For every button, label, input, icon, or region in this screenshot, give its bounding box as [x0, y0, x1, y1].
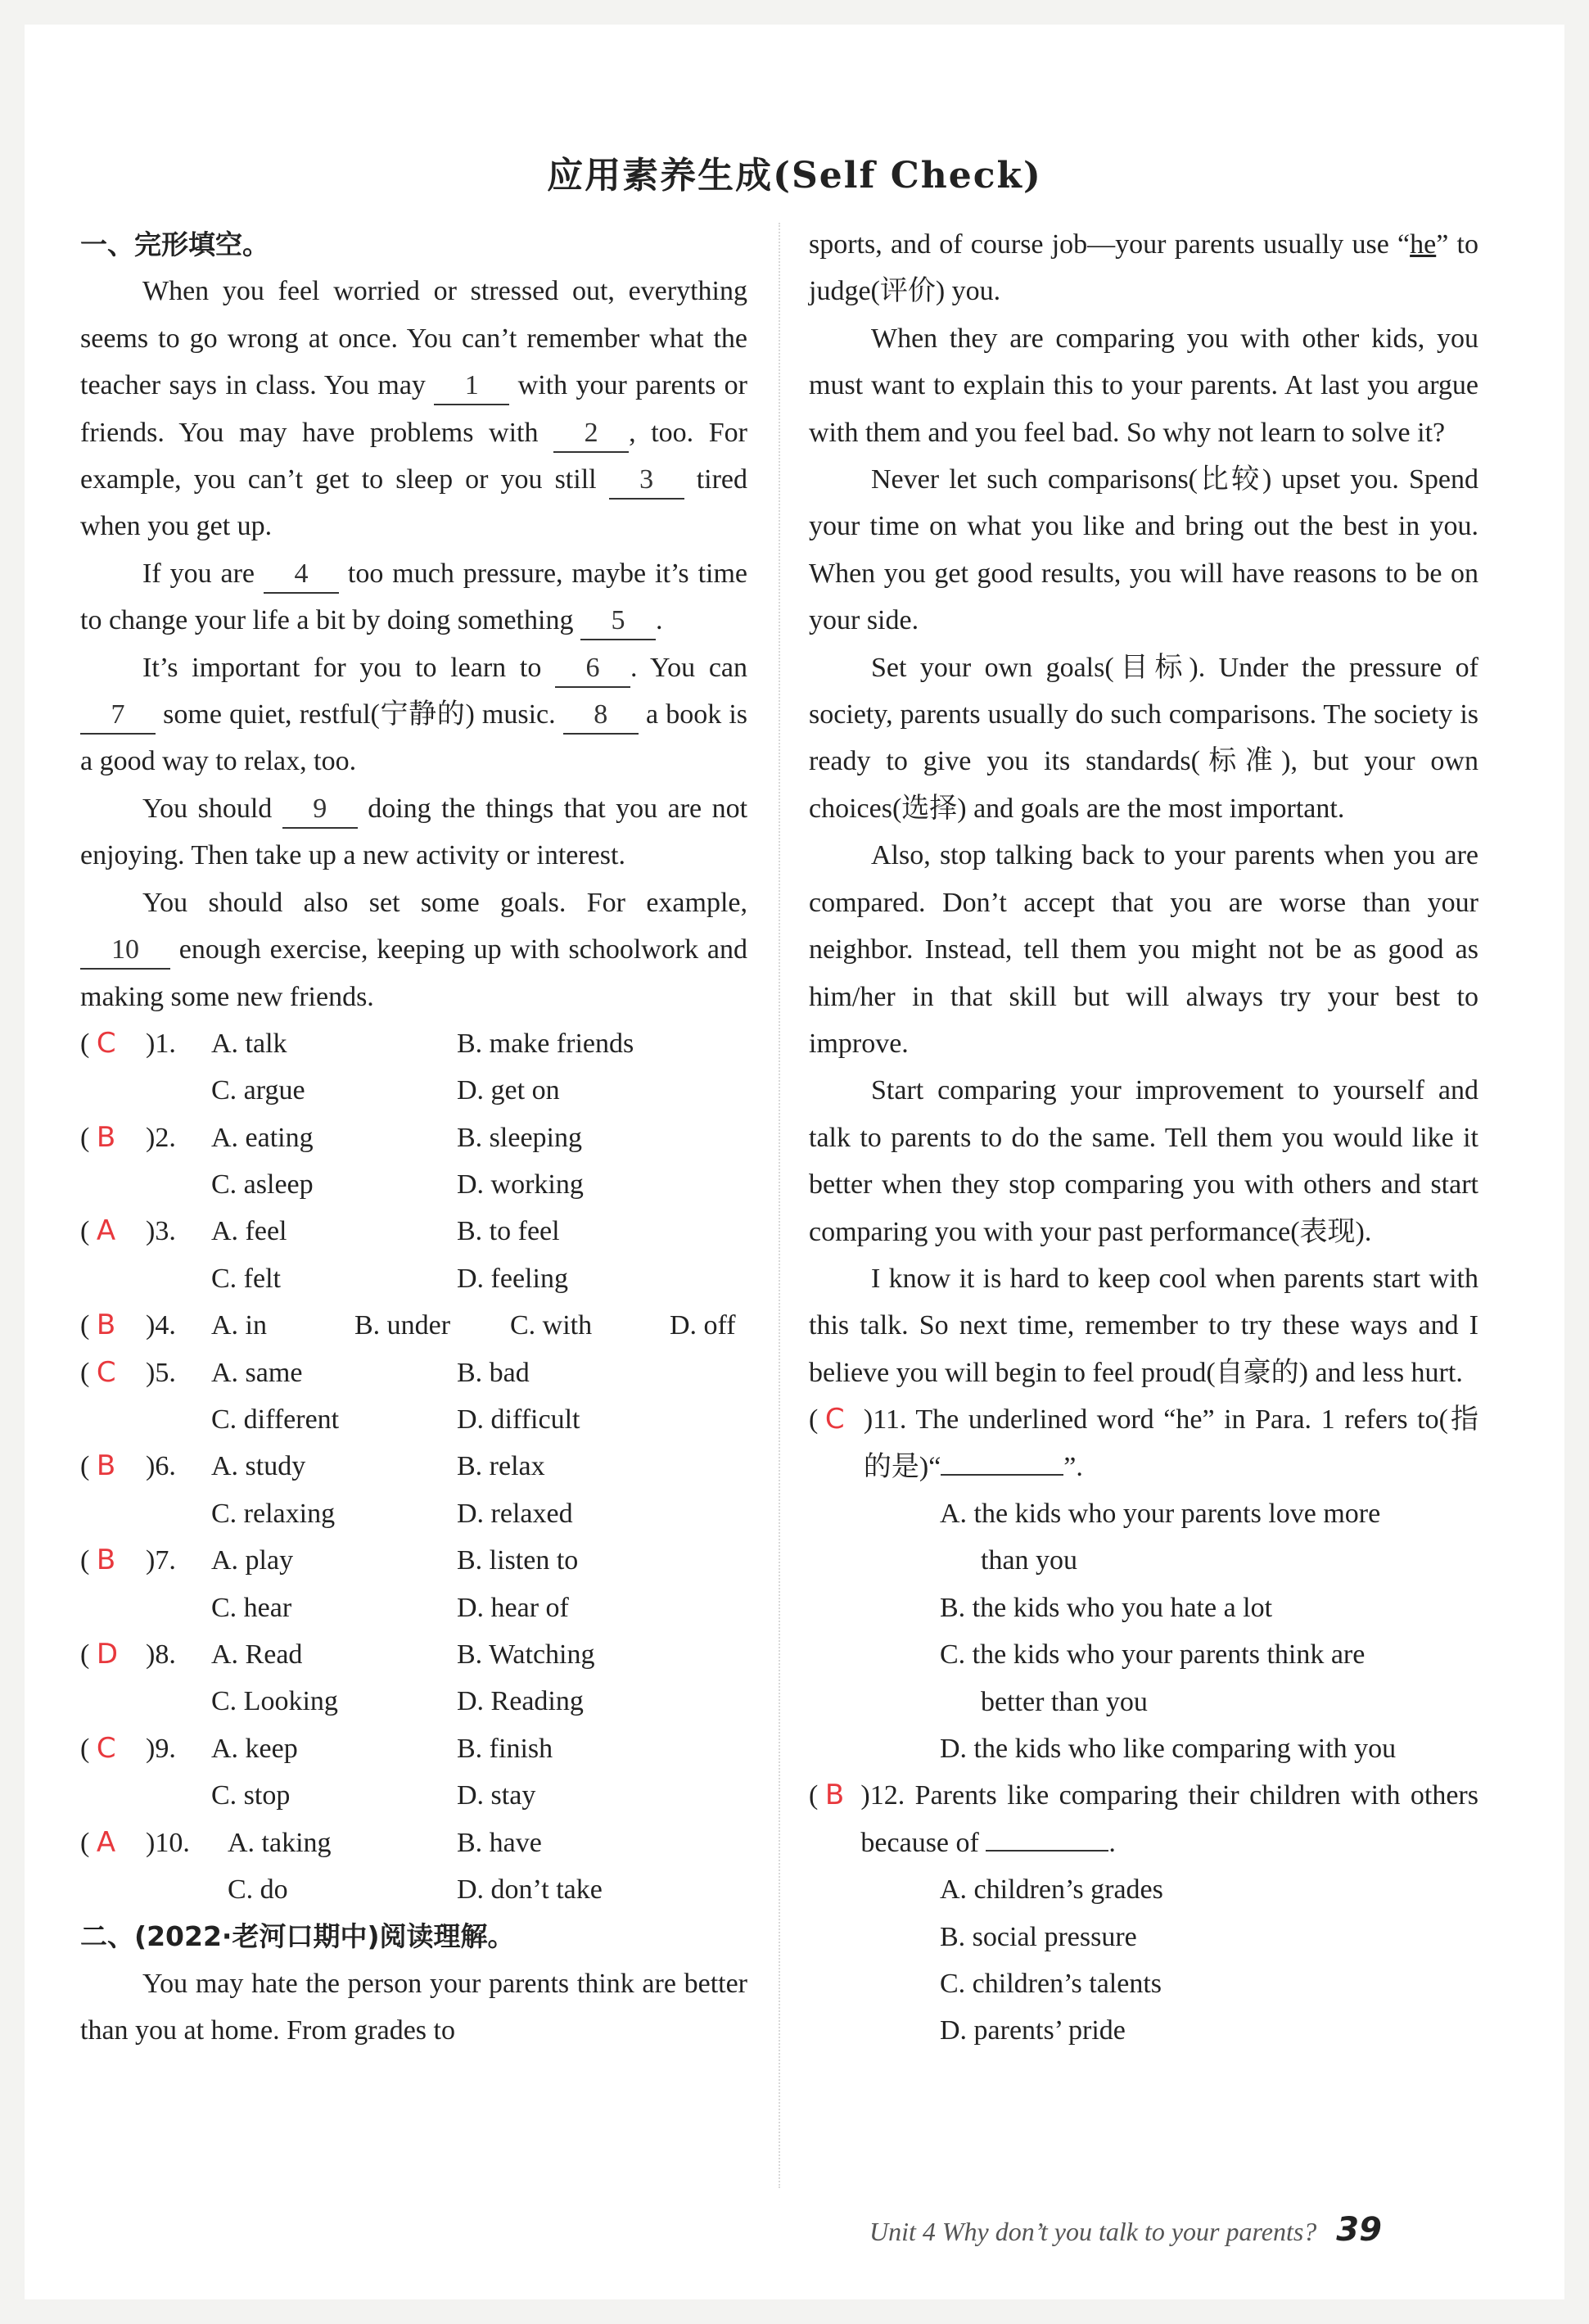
text: , too. For example, you can’t get to sleep or you still [80, 417, 748, 495]
cloze-paragraph-5 [80, 879, 747, 1020]
option-b: B. sleeping [457, 1122, 582, 1153]
option-b[interactable]: B. the kids who you hate a lot [940, 1592, 1273, 1623]
question-5 [80, 1350, 747, 1396]
text: a book is a good way to relax, too. [80, 699, 748, 777]
question-8 [80, 1631, 747, 1678]
option-c: C. stop [211, 1780, 291, 1811]
question-9 [80, 1725, 747, 1772]
cloze-paragraph-4 [80, 785, 747, 879]
question-number: )2. [146, 1122, 176, 1153]
option-d: D. get on [457, 1075, 560, 1106]
option-d: D. Reading [457, 1686, 584, 1717]
option-a: A. play [211, 1545, 294, 1576]
question-5-row2 [80, 1396, 747, 1443]
answer-box[interactable]: ( B [80, 1544, 116, 1577]
text: too much pressure, maybe it’s time to change your life a bit by doing something [80, 558, 747, 636]
blank-9[interactable]: 9 [282, 791, 358, 829]
question-stem [860, 1772, 1478, 1866]
cloze-paragraph-1 [80, 268, 747, 549]
answer-box[interactable]: ( B [809, 1779, 845, 1812]
text: . [1108, 1827, 1116, 1858]
cloze-paragraph-3 [80, 644, 747, 785]
option-b: B. relax [457, 1451, 545, 1482]
answer: B [96, 1309, 116, 1342]
option-b[interactable]: B. social pressure [940, 1921, 1137, 1952]
blank-11[interactable] [941, 1474, 1063, 1476]
question-6 [80, 1443, 747, 1490]
option-b: B. under [354, 1310, 451, 1341]
question-9-row2 [80, 1772, 747, 1819]
column-divider [779, 223, 780, 2188]
reading-paragraph-1: You may hate the person your parents think are better than you at home. From grades to [80, 1968, 747, 2046]
option-d[interactable]: D. parents’ pride [940, 2015, 1126, 2046]
answer-box[interactable]: ( C [80, 1731, 116, 1765]
question-2 [80, 1115, 747, 1161]
reading-paragraph-4: Set your own goals(目标). Under the pressure of society, parents usually do such comparisons. The society is ready to give you its standards(标准), but your own choices(选择) and goals are the most important. [809, 652, 1478, 824]
page-title: 应用素养生成(Self Check) [547, 155, 1042, 197]
question-7-row2 [80, 1585, 747, 1631]
text: tired when you get up. [80, 464, 748, 542]
option-c: C. argue [211, 1075, 305, 1106]
option-c[interactable]: C. the kids who your parents think are [940, 1639, 1366, 1671]
question-4 [80, 1302, 747, 1349]
option-a[interactable]: A. children’s grades [940, 1874, 1163, 1906]
text: )12. Parents like comparing their children with others because of [860, 1780, 1478, 1858]
option-a: A. eating [211, 1122, 314, 1153]
option-c: C. do [228, 1874, 288, 1905]
answer-box[interactable]: ( B [80, 1449, 116, 1483]
blank-8[interactable]: 8 [563, 697, 639, 735]
blank-1[interactable]: 1 [434, 368, 509, 405]
blank-6[interactable]: 6 [555, 650, 630, 688]
question-8-row2 [80, 1678, 747, 1725]
answer: C [96, 1355, 116, 1389]
reading-paragraph-5: Also, stop talking back to your parents when you are compared. Don’t accept that you are worse than your neighbor. Instead, tell them you might not be as good as him/her in that skill but will always try your best to improve. [809, 840, 1478, 1059]
option-d: D. relaxed [457, 1498, 573, 1529]
option-c: C. felt [211, 1263, 281, 1294]
option-c: C. Looking [211, 1686, 338, 1717]
text: You should also set some goals. For example, [142, 887, 747, 918]
question-stem [864, 1396, 1478, 1490]
reading-paragraph-3: Never let such comparisons(比较) upset you. Spend your time on what you like and bring out the best in you. When you get good results, you will have reasons to be on your side. [809, 464, 1478, 636]
answer: A [96, 1214, 116, 1248]
text: You should [142, 793, 273, 824]
text: It’s important for you to learn to [142, 652, 542, 683]
reading-paragraph-7: I know it is hard to keep cool when parents start with this talk. So next time, remember to try these ways and I believe you will begin to feel proud(自豪的) and less hurt. [809, 1263, 1478, 1388]
question-number: )6. [146, 1451, 176, 1482]
option-c: C. hear [211, 1592, 292, 1623]
blank-2[interactable]: 2 [553, 415, 629, 453]
section1-heading: 一、完形填空。 [80, 228, 269, 260]
option-d: D. don’t take [457, 1874, 603, 1905]
option-b: B. to feel [457, 1216, 560, 1247]
option-b: B. finish [457, 1733, 553, 1764]
option-a: A. Read [211, 1639, 303, 1670]
answer-box[interactable]: ( A [80, 1214, 116, 1248]
option-a-cont: than you [981, 1545, 1078, 1576]
option-c: C. asleep [211, 1169, 314, 1200]
question-number: )5. [146, 1357, 176, 1388]
text: )11. The underlined word “he” in Para. 1 refers to(指的是)“ [863, 1404, 1478, 1482]
option-d[interactable]: D. the kids who like comparing with you [940, 1734, 1397, 1764]
option-d: D. off [670, 1310, 736, 1341]
option-a: A. feel [211, 1216, 287, 1247]
option-a: A. study [211, 1451, 306, 1482]
text: enough exercise, keeping up with schoolwork and making some new friends. [80, 934, 748, 1012]
text: some quiet, restful(宁静的) music. [163, 699, 556, 730]
answer-box[interactable]: ( C [80, 1026, 116, 1060]
option-a: A. in [211, 1310, 267, 1341]
question-number: )7. [146, 1545, 176, 1576]
option-c-cont: better than you [981, 1686, 1148, 1717]
answer: C [96, 1026, 116, 1060]
answer-box[interactable]: ( B [80, 1309, 116, 1342]
option-d: D. hear of [457, 1592, 569, 1623]
option-b: B. listen to [457, 1545, 579, 1576]
text: ” to judge(评价) you. [809, 229, 1478, 307]
question-number: )1. [146, 1028, 176, 1059]
answer: B [96, 1120, 116, 1154]
text: ”. [1063, 1451, 1083, 1482]
section2-heading: 二、(2022·老河口期中)阅读理解。 [80, 1920, 515, 1953]
question-7 [80, 1537, 747, 1584]
option-a: A. talk [211, 1028, 287, 1059]
blank-4[interactable]: 4 [264, 556, 339, 594]
text: . [655, 605, 663, 636]
question-6-row2 [80, 1490, 747, 1537]
text: If you are [142, 558, 255, 589]
unit-title: Unit 4 Why don’t you talk to your parents? [869, 2217, 1317, 2246]
answer: C [96, 1731, 116, 1765]
answer-box[interactable]: ( B [80, 1120, 116, 1154]
question-11 [809, 1396, 1478, 1490]
question-1 [80, 1020, 747, 1067]
option-d: D. feeling [457, 1263, 568, 1294]
option-c: C. different [211, 1404, 340, 1436]
question-10-row2 [80, 1866, 747, 1913]
page-number: 39 [1336, 2211, 1382, 2249]
page-footer [869, 2211, 1382, 2249]
question-number: )4. [146, 1310, 176, 1341]
option-d: D. difficult [457, 1404, 580, 1436]
right-column [809, 221, 1478, 2055]
option-d: D. stay [457, 1780, 536, 1811]
answer: A [96, 1825, 116, 1859]
option-a: A. same [211, 1357, 303, 1388]
answer-box[interactable]: ( C [80, 1355, 116, 1389]
question-3-row2 [80, 1255, 747, 1302]
reading-paragraph-2: When they are comparing you with other kids, you must want to explain this to your parents. At last you argue with them and you feel bad. So why not learn to solve it? [809, 323, 1478, 448]
blank-5[interactable]: 5 [580, 603, 656, 640]
cloze-paragraph-2 [80, 550, 747, 644]
question-number: )10. [146, 1827, 190, 1858]
option-c[interactable]: C. children’s talents [940, 1969, 1162, 2000]
reading-paragraph-1-cont [809, 221, 1478, 315]
left-column [80, 221, 747, 2055]
answer: C [824, 1403, 845, 1436]
question-2-row2 [80, 1161, 747, 1208]
answer-box[interactable]: ( C [809, 1403, 845, 1436]
blank-3[interactable]: 3 [609, 462, 684, 500]
question-10 [80, 1820, 747, 1866]
blank-7[interactable]: 7 [80, 697, 156, 735]
answer: B [96, 1544, 116, 1577]
blank-10[interactable]: 10 [80, 932, 170, 970]
question-3 [80, 1208, 747, 1255]
option-c: C. with [510, 1310, 593, 1341]
text: with your parents or friends. You may have problems with [80, 370, 747, 448]
option-b: B. make friends [457, 1028, 634, 1059]
question-number: )8. [146, 1639, 176, 1670]
option-d: D. working [457, 1169, 584, 1200]
text: When you feel worried or stressed out, everything seems to go wrong at once. You can’t remember what the teacher says in class. You may [80, 276, 747, 401]
text: . You can [630, 652, 747, 683]
question-number: )3. [146, 1216, 176, 1247]
answer: B [824, 1779, 845, 1812]
option-b: B. bad [457, 1357, 530, 1388]
underlined-word: he [1410, 229, 1437, 260]
question-1-row2 [80, 1067, 747, 1114]
reading-paragraph-6: Start comparing your improvement to yourself and talk to parents to do the same. Tell them you would like it better when they stop comparing you with others and start comparing you with your past performance(表现). [809, 1075, 1478, 1247]
option-a: A. keep [211, 1733, 298, 1764]
option-a[interactable]: A. the kids who your parents love more [940, 1498, 1381, 1529]
question-number: )9. [146, 1733, 176, 1764]
option-b: B. have [457, 1827, 542, 1858]
text: sports, and of course job—your parents usually use “ [809, 229, 1411, 260]
answer-box[interactable]: ( D [80, 1637, 119, 1671]
answer-box[interactable]: ( A [80, 1825, 116, 1859]
text: doing the things that you are not enjoying. Then take up a new activity or interest. [80, 793, 748, 871]
answer: D [96, 1637, 119, 1671]
answer: B [96, 1449, 116, 1483]
question-12 [809, 1772, 1478, 1866]
option-a: A. taking [228, 1827, 332, 1858]
option-b: B. Watching [457, 1639, 595, 1670]
option-c: C. relaxing [211, 1498, 336, 1529]
blank-12[interactable] [986, 1850, 1108, 1852]
